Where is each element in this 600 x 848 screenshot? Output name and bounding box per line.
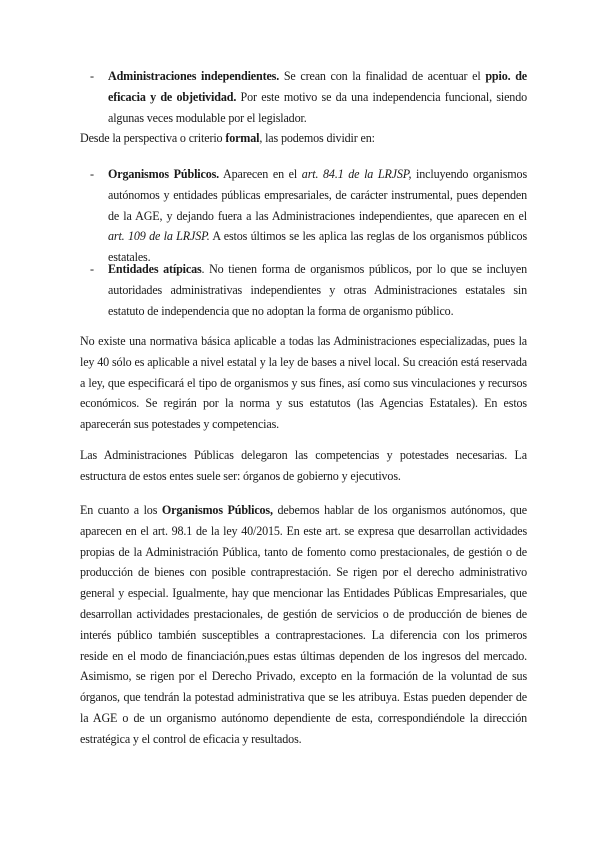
bold-term: formal [225,131,260,145]
text-part: Desde la perspectiva o criterio [80,131,226,145]
paragraph-text: Las Administraciones Públicas delegaron las competencias y potestades necesarias. La estructura de estos entes suele ser: órganos de gobierno y ejecutivos. [80,448,527,483]
bold-term: Organismos Públicos, [161,503,273,517]
paragraph-text [80,128,527,149]
bullet-text-part: Se crean con la finalidad de acentuar el [279,69,486,83]
bullet-term: Administraciones independientes. [108,69,280,83]
paragraph-administraciones-publicas [80,445,527,487]
bullet-administraciones-independientes [90,66,528,128]
bullet-text-part: A estos últimos se les aplica las reglas de los organismos públicos estatales. [108,229,527,265]
paragraph-text [80,500,527,750]
bullet-text-part: . No tienen forma de organismos públicos, por lo que se incluyen autoridades administrativas independientes y otras Administraciones estatales sin estatuto de independencia que no adoptan la forma de organismo público. [108,262,527,318]
bullet-text [108,66,527,128]
bullet-term: Organismos Públicos. [108,167,220,181]
bullet-italic-part: art. 109 de la LRJSP. [108,229,210,244]
bullet-entidades-atipicas [90,259,527,321]
text-part: , las podemos dividir en: [259,131,375,145]
text-part: En cuanto a los [80,503,162,517]
bullet-text [108,259,527,321]
bullet-text-part: Aparecen en el [219,167,302,181]
paragraph-organismos-publicos [80,500,527,750]
bullet-dash: - [90,69,94,83]
paragraph-criterio-formal [80,128,527,149]
bullet-text-part: incluyendo organismos autónomos y entidades públicas empresariales, de carácter instrumental, pues dependen de la AGE, y dejando fuera a las Administraciones independientes, que aparecen en el [108,167,528,223]
bullet-organismos-publicos [90,164,528,268]
bullet-term: Entidades atípicas [108,262,202,276]
bullet-text [108,164,527,268]
text-part: debemos hablar de los organismos autónomos, que aparecen en el art. 98.1 de la ley 40/2015. En este art. se expresa que desarrollan actividades propias de la Administración Pública, tanto de fomento como prestacionales, de gestión o de producción de bienes con posible contraprestación. Se rigen por el derecho administrativo general y especial. Igualmente, hay que mencionar las Entidades Públicas Empresariales, que desarrollan actividades prestacionales, de gestión de servicios o de producción de bienes de interés público también susceptibles a contraprestaciones. La diferencia con los primeros reside en el modo de financiación,pues estas últimas dependen de los ingresos del mercado. Asimismo, se rigen por el Derecho Privado, excepto en la formación de la voluntad de sus órganos, que tendrán la potestad administrativa que se les atribuya. Estas pueden depender de la AGE o de un organismo autónomo dependiente de esta, correspondiéndole la dirección estratégica y el control de eficacia y resultados. [80,503,527,746]
bullet-dash: - [90,262,94,276]
paragraph-text: No existe una normativa básica aplicable a todas las Administraciones especializadas, pues la ley 40 sólo es aplicable a nivel estatal y la ley de bases a nivel local. Su creación está reservada a ley, que especificará el tipo de organismos y sus fines, así como sus vinculaciones y recursos económicos. Se regirán por la norma y sus estatutos (las Agencias Estatales). En estos aparecerán sus potestades y competencias. [80,334,527,432]
bullet-text-part: Por este motivo se da una independencia funcional, siendo algunas veces modulable por el legislador. [108,89,527,125]
bullet-dash: - [90,167,94,181]
paragraph-normativa [80,331,527,435]
bullet-bold-part: ppio. de eficacia y de objetividad. [108,69,528,104]
bullet-italic-part: art. 84.1 de la LRJSP, [301,167,412,181]
